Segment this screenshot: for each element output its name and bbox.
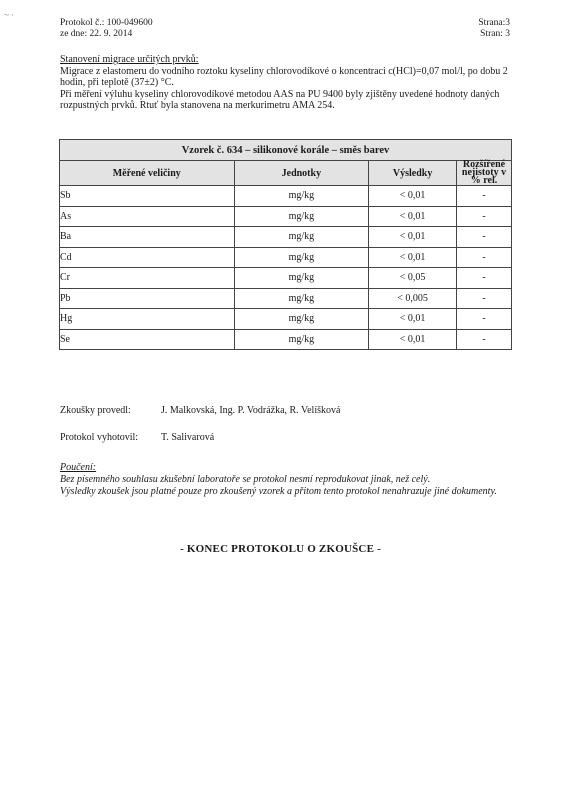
- scan-mark: ~ ·: [4, 10, 15, 20]
- issued-by-label: Protokol vyhotovil:: [60, 432, 139, 443]
- cell-quantity: Pb: [60, 288, 235, 309]
- cell-result: < 0,05: [369, 268, 457, 289]
- results-table: [59, 139, 512, 350]
- page-number: Strana:3: [478, 18, 510, 28]
- page-info: [478, 18, 510, 40]
- cell-result: < 0,01: [369, 186, 457, 207]
- cell-unit: mg/kg: [234, 329, 369, 350]
- column-header-uncertainty: Rozšířené nejistoty v % rel.: [457, 161, 512, 186]
- cell-unit: mg/kg: [234, 247, 369, 268]
- migration-section: [60, 54, 512, 112]
- protocol-header: [60, 18, 153, 40]
- cell-uncertainty: -: [457, 186, 512, 207]
- page-count: Stran: 3: [480, 29, 510, 39]
- column-header-unit: Jednotky: [234, 161, 369, 186]
- section-paragraph-1: Migrace z elastomeru do vodního roztoku kyseliny chlorovodíkové o koncentraci c(HCl)=0,07 mol/l, po dobu 2 hodin, při teplotě (37±2) °C.: [60, 65, 508, 89]
- cell-uncertainty: -: [457, 309, 512, 330]
- notice: [60, 462, 512, 498]
- issued-by-line: [60, 432, 214, 443]
- table-row: [60, 227, 512, 248]
- cell-unit: mg/kg: [234, 268, 369, 289]
- cell-uncertainty: -: [457, 247, 512, 268]
- tested-by-names: J. Malkovská, Ing. P. Vodrážka, R. Velíšková: [161, 405, 341, 416]
- tested-by-label: Zkoušky provedl:: [60, 405, 131, 416]
- table-row: [60, 288, 512, 309]
- section-title: Stanovení migrace určitých prvků:: [60, 54, 199, 65]
- column-header-result: Výsledky: [369, 161, 457, 186]
- cell-uncertainty: -: [457, 227, 512, 248]
- protocol-end: - KONEC PROTOKOLU O ZKOUŠCE -: [180, 543, 381, 555]
- cell-quantity: As: [60, 206, 235, 227]
- section-paragraph-2: Při měření výluhu kyseliny chlorovodíkové metodou AAS na PU 9400 byly zjištěny uvedené hodnoty daných rozpustných prvků. Rtuť byla stanovena na merkurimetru AMA 254.: [60, 88, 500, 112]
- table-row: [60, 329, 512, 350]
- cell-quantity: Ba: [60, 227, 235, 248]
- table-row: [60, 309, 512, 330]
- cell-uncertainty: -: [457, 288, 512, 309]
- cell-result: < 0,005: [369, 288, 457, 309]
- column-header-quantity: Měřené veličiny: [60, 161, 235, 186]
- cell-result: < 0,01: [369, 206, 457, 227]
- table-row: [60, 206, 512, 227]
- cell-unit: mg/kg: [234, 309, 369, 330]
- cell-quantity: Se: [60, 329, 235, 350]
- cell-unit: mg/kg: [234, 288, 369, 309]
- table-row: [60, 268, 512, 289]
- cell-quantity: Sb: [60, 186, 235, 207]
- cell-quantity: Hg: [60, 309, 235, 330]
- table-row: [60, 247, 512, 268]
- cell-uncertainty: -: [457, 206, 512, 227]
- cell-result: < 0,01: [369, 329, 457, 350]
- cell-uncertainty: -: [457, 329, 512, 350]
- cell-unit: mg/kg: [234, 227, 369, 248]
- notice-line-1: Bez písemného souhlasu zkušební laboratoře se protokol nesmí reprodukovat jinak, než celý.: [60, 474, 431, 485]
- cell-unit: mg/kg: [234, 206, 369, 227]
- issued-by-name: T. Salivarová: [161, 432, 215, 443]
- cell-uncertainty: -: [457, 268, 512, 289]
- cell-unit: mg/kg: [234, 186, 369, 207]
- cell-quantity: Cd: [60, 247, 235, 268]
- notice-line-2: Výsledky zkoušek jsou platné pouze pro zkoušený vzorek a přitom tento protokol nenahrazuje jiné dokumenty.: [60, 486, 497, 497]
- protocol-date: ze dne: 22. 9. 2014: [60, 29, 133, 39]
- table-caption: Vzorek č. 634 – silikonové korále – směs barev: [60, 140, 512, 161]
- cell-result: < 0,01: [369, 227, 457, 248]
- tested-by-line: [60, 405, 340, 416]
- cell-result: < 0,01: [369, 309, 457, 330]
- cell-result: < 0,01: [369, 247, 457, 268]
- table-row: [60, 186, 512, 207]
- protocol-number: Protokol č.: 100-049600: [60, 18, 153, 28]
- notice-title: Poučení:: [60, 462, 97, 473]
- cell-quantity: Cr: [60, 268, 235, 289]
